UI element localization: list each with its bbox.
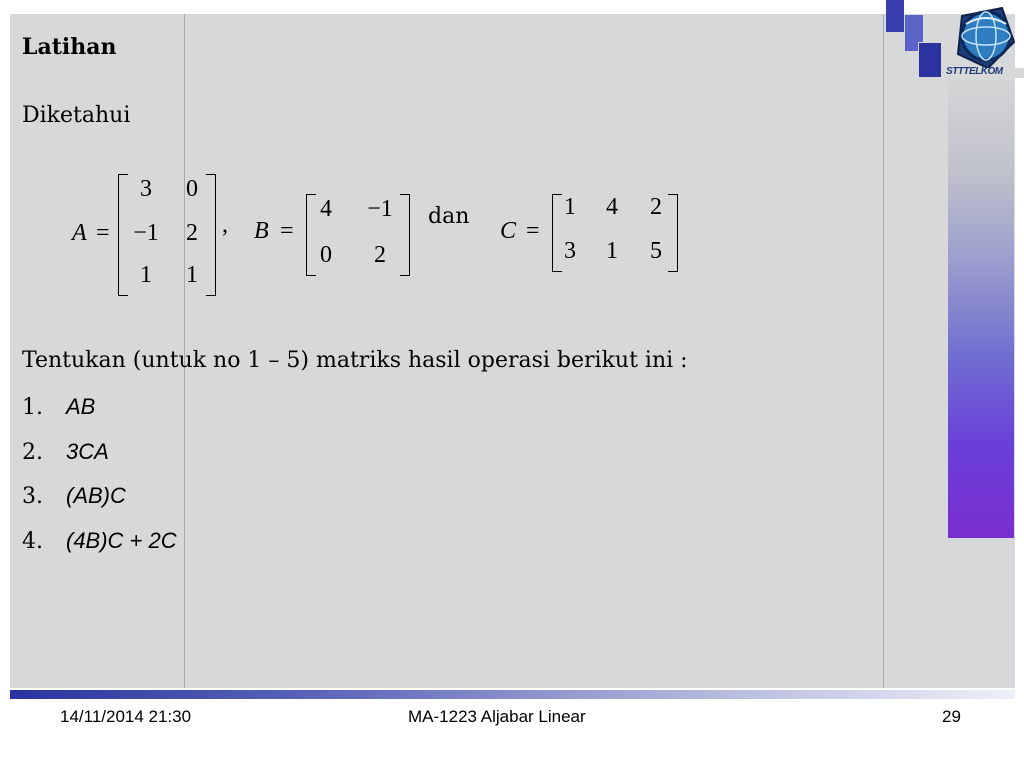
matrix-c-cell: 4 <box>606 194 618 220</box>
matrix-c-cell: 2 <box>650 194 662 220</box>
matrix-b <box>310 194 410 274</box>
matrix-a-cell: 2 <box>186 220 198 246</box>
intro-text: Diketahui <box>22 103 131 128</box>
matrix-a-cell: −1 <box>133 220 159 246</box>
matrix-c-cell: 3 <box>564 238 576 264</box>
matrix-c <box>556 194 680 270</box>
bottom-gradient-bar <box>10 690 1015 699</box>
matrix-b-cell: 4 <box>320 196 332 222</box>
item-number: 3. <box>22 484 43 509</box>
matrix-c-cell: 5 <box>650 238 662 264</box>
footer-date: 14/11/2014 21:30 <box>60 707 192 726</box>
matrix-a <box>122 174 212 294</box>
list-item <box>22 394 95 420</box>
item-expression: (AB)C <box>66 483 126 508</box>
matrix-a-cell: 1 <box>140 262 152 288</box>
matrix-c-cell: 1 <box>564 194 576 220</box>
item-number: 2. <box>22 440 43 465</box>
matrix-a-equals: = <box>96 220 110 246</box>
matrix-a-right-bracket <box>206 174 216 296</box>
matrix-a-cell: 1 <box>186 262 198 288</box>
logo-text: STTTELKOM <box>946 66 1003 77</box>
slide-title: Latihan <box>22 34 117 60</box>
matrix-a-cell: 3 <box>140 176 152 202</box>
list-item <box>22 439 109 465</box>
question-text: Tentukan (untuk no 1 – 5) matriks hasil operasi berikut ini : <box>22 348 688 373</box>
item-expression: (4B)C + 2C <box>66 528 177 553</box>
item-expression: 3CA <box>66 439 109 464</box>
footer-page-number: 29 <box>942 707 961 726</box>
matrix-comma: , <box>222 212 228 238</box>
conjunction-dan: dan <box>428 204 470 229</box>
matrix-c-right-bracket <box>668 194 678 272</box>
list-item <box>22 528 177 554</box>
matrix-c-cell: 1 <box>606 238 618 264</box>
matrix-definitions <box>60 160 760 310</box>
footer-course: MA-1223 Aljabar Linear <box>408 707 586 726</box>
item-number: 4. <box>22 529 43 554</box>
matrix-a-name: A <box>72 220 87 246</box>
sttelkom-logo <box>944 2 1024 78</box>
guide-line-right <box>883 14 884 688</box>
matrix-b-cell: 0 <box>320 242 332 268</box>
matrix-b-name: B <box>254 218 269 244</box>
matrix-b-cell: 2 <box>374 242 386 268</box>
matrix-b-cell: −1 <box>367 196 393 222</box>
list-item <box>22 483 126 509</box>
matrix-b-equals: = <box>280 218 294 244</box>
decor-square-1 <box>886 0 904 32</box>
decor-square-3 <box>918 42 942 78</box>
item-expression: AB <box>66 394 96 419</box>
right-gradient-bar <box>948 80 1014 538</box>
matrix-c-name: C <box>500 218 517 244</box>
matrix-c-equals: = <box>526 218 540 244</box>
matrix-b-right-bracket <box>400 194 410 276</box>
matrix-a-cell: 0 <box>186 176 198 202</box>
item-number: 1. <box>22 395 43 420</box>
